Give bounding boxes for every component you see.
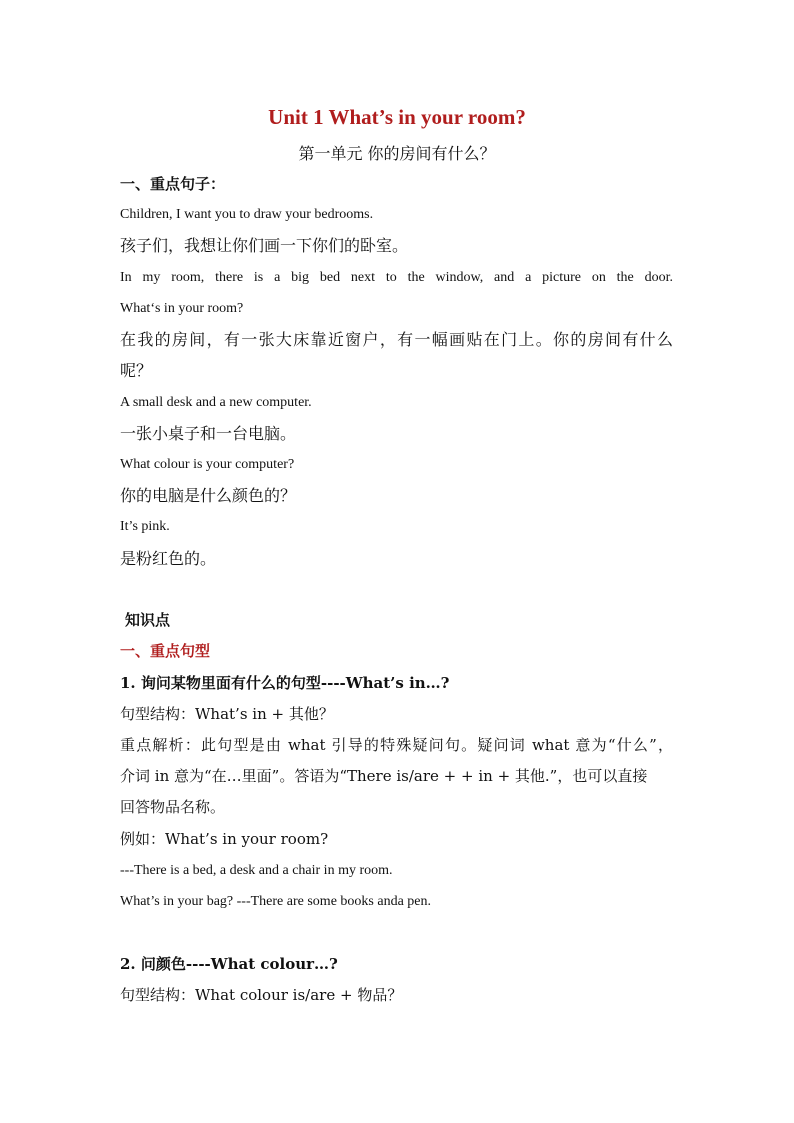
sentence-zh: 你的电脑是什么颜色的？ [120,486,297,505]
sentence-en: Children, I want you to draw your bedrooms. [120,207,374,222]
sentence-zh: 呢？ [120,361,153,380]
sentence-en: In my room, there is a big bed next to the window, and a picture on the door. [120,270,673,285]
point-1-heading: 1. 询问某物里面有什么的句型----What’s in…? [120,674,450,692]
point-1-analysis: 回答物品名称。 [120,798,226,816]
point-1-example: ---There is a bed, a desk and a chair in my room. [120,863,393,878]
section-heading-key-sentences: 一、重点句子： [120,175,226,193]
point-1-analysis: 重点解析：此句型是由 what 引导的特殊疑问句。疑问词 what 意为“什么”， [120,736,673,754]
point-1-structure: 句型结构：What’s in + 其他？ [120,705,334,723]
sentence-zh: 一张小桌子和一台电脑。 [120,424,297,443]
point-1-example: What’s in your bag? ---There are some books anda pen. [120,894,431,909]
sentence-zh: 孩子们，我想让你们画一下你们的卧室。 [120,236,409,255]
point-1-analysis: 介词 in 意为“在…里面”。答语为“There is/are + + in + 其他.”，也可以直接 [120,767,648,785]
point-1-example: 例如：What’s in your room? [120,830,329,848]
page-subtitle: 第一单元 你的房间有什么？ [298,144,496,163]
sentence-en: What‘s in your room? [120,301,244,316]
point-2-heading: 2. 问颜色----What colour…? [120,955,338,973]
sentence-zh: 是粉红色的。 [120,549,217,568]
sentence-zh: 在我的房间，有一张大床靠近窗户，有一幅画贴在门上。你的房间有什么 [120,330,673,349]
page-title: Unit 1 What’s in your room? [268,105,526,129]
section-heading-key-patterns: 一、重点句型 [120,642,211,660]
knowledge-points-heading: 知识点 [125,611,171,629]
sentence-en: What colour is your computer? [120,457,295,472]
sentence-en: It’s pink. [120,519,170,534]
point-2-structure: 句型结构：What colour is/are + 物品？ [120,986,403,1004]
sentence-en: A small desk and a new computer. [120,395,312,410]
